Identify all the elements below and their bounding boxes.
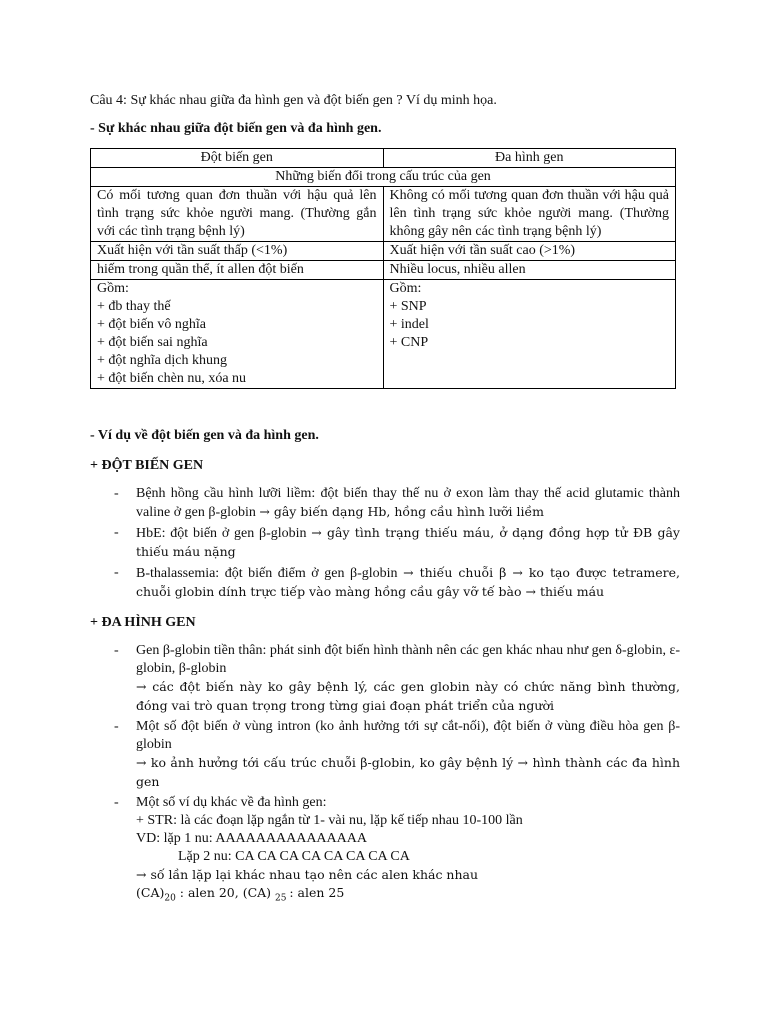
str-line: + STR: là các đoạn lặp ngắn từ 1- vài nu, lặp kế tiếp nhau 10-100 lần [136,813,523,828]
comparison-table [90,148,676,389]
cell-line: + CNP [389,335,429,350]
allele-a-sub: 20 [164,893,176,904]
item-note: → gây biến dạng Hb, hồng cầu hình lưỡi liềm [259,504,544,519]
allele-a-text: : alen 20, [175,885,243,900]
dash-marker: - [114,719,119,734]
item-note: → gây tình trạng thiếu máu, ở dạng đồng hợp tử ĐB gây thiếu máu nặng [136,525,680,559]
item-note: → các đột biến này ko gây bệnh lý, các gen globin này có chức năng bình thường, đóng vai trò quan trọng trong từng giai đoạn phát triển của người [136,679,680,713]
table-row [91,242,676,261]
table-row [91,280,676,389]
polymorphism-title: + ĐA HÌNH GEN [90,615,196,630]
item-text: Bệnh hồng cầu hình lưỡi liềm: đột biến thay thế nu ở exon làm thay thế acid glutamic thành valine ở gen β-globin [136,486,680,520]
allele-b: (CA) [242,885,276,900]
list-item [114,524,680,562]
cell-line: Gồm: [389,281,422,296]
cell-line: + SNP [389,299,427,314]
list-item [114,642,680,716]
table-header-row [91,149,676,168]
difference-heading: - Sự khác nhau giữa đột biến gen và đa hình gen. [90,121,382,136]
table-cell: Xuất hiện với tần suất thấp (<1%) [91,242,384,261]
cell-line: + đột biến chèn nu, xóa nu [97,371,247,386]
dash-marker: - [114,486,119,501]
cell-line: + đột biến sai nghĩa [97,335,208,350]
table-cell: Không có mối tương quan đơn thuần với hậu quả lên tình trạng sức khỏe người mang. (Thường không gây nên các tình trạng bệnh lý) [383,187,676,242]
table-cell: Xuất hiện với tần suất cao (>1%) [383,242,676,261]
document-page [90,92,680,910]
mutation-title: + ĐỘT BIẾN GEN [90,458,204,473]
table-cell: Có mối tương quan đơn thuần với hậu quả lên tình trạng sức khỏe người mang. (Thường gắn với các tình trạng bệnh lý) [91,187,384,242]
arrow-line: → số lần lặp lại khác nhau tạo nên các alen khác nhau [136,867,479,882]
allele-line [136,884,680,908]
item-text: Một số ví dụ khác về đa hình gen: [136,795,327,810]
table-row [91,187,676,242]
dash-marker: - [114,643,119,658]
merged-cell: Những biến đổi trong cấu trúc của gen [91,168,676,187]
item-text: B-thalassemia: đột biến điểm ở gen β-globin [136,566,404,581]
example-line: VD: lặp 1 nu: AAAAAAAAAAAAAAA [136,831,367,846]
item-text: HbE: đột biến ở gen β-globin [136,526,312,541]
list-item [114,794,680,908]
dash-marker: - [114,795,119,810]
item-text: Một số đột biến ở vùng intron (ko ảnh hưởng tới sự cắt-nối), đột biến ở vùng điều hòa gen β-globin [136,719,680,752]
repeat2-line: Lặp 2 nu: CA CA CA CA CA CA CA CA [178,849,410,864]
table-cell: hiếm trong quần thể, ít allen đột biến [91,261,384,280]
table-cell [383,280,676,389]
list-item [114,564,680,602]
cell-line: + đb thay thế [97,299,171,314]
list-item [114,718,680,792]
header-mutation: Đột biến gen [91,149,384,168]
table-cell: Nhiều locus, nhiều allen [383,261,676,280]
item-note: → ko ảnh hưởng tới cấu trúc chuỗi β-globin, ko gây bệnh lý → hình thành các đa hình gen [136,755,680,789]
item-text: Gen β-globin tiền thân: phát sinh đột biến hình thành nên các gen khác nhau như gen δ-globin, ε-globin, β-globin [136,643,680,676]
example-heading: - Ví dụ về đột biến gen và đa hình gen. [90,428,319,443]
polymorphism-list [90,642,680,908]
cell-line: + indel [389,317,429,332]
allele-b-sub: 25 [275,893,290,904]
table-row [91,261,676,280]
cell-line: Gồm: [97,281,129,296]
dash-marker: - [114,525,119,540]
table-merged-row [91,168,676,187]
question-line: Câu 4: Sự khác nhau giữa đa hình gen và đột biến gen ? Ví dụ minh họa. [90,93,497,108]
allele-a: (CA) [136,885,165,900]
mutation-list [90,485,680,602]
table-cell [91,280,384,389]
item-note: → thiếu chuỗi β → ko tạo được tetramere, chuỗi globin dính trực tiếp vào màng hồng cầu gây vỡ tế bào → thiếu máu [136,565,681,599]
allele-b-text: : alen 25 [289,885,345,900]
cell-line: + đột biến vô nghĩa [97,317,206,332]
list-item [114,485,680,522]
dash-marker: - [114,565,119,580]
header-polymorphism: Đa hình gen [383,149,676,168]
cell-line: + đột nghĩa dịch khung [97,353,227,368]
